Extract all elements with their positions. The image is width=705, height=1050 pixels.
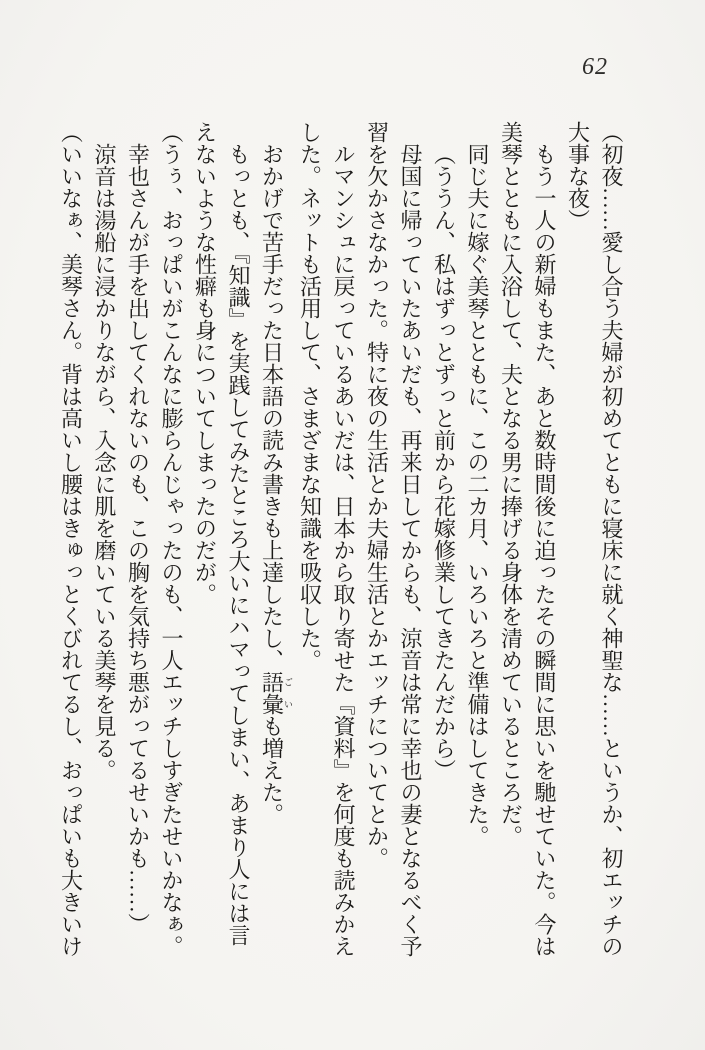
paragraph: おかげで苦手だった日本語の読み書きも上達したし、語彙ごいも増えた。 bbox=[259, 143, 293, 825]
paragraph: （うぅ、おっぱいがこんなに膨らんじゃったのも、一人エッチしすぎたせいかなぁ。 bbox=[159, 121, 184, 957]
paragraph: 涼音は湯船に浸かりながら、入念に肌を磨いている美琴を見る。 bbox=[92, 143, 117, 781]
paragraph: （ううん、私はずっとずっと前から花嫁修業してきたんだから） bbox=[431, 143, 457, 781]
page-number: 62 bbox=[582, 54, 608, 80]
paragraph: もっとも、『知識』を実践してみたところ大いにハマってしまい、あまり人には言えないような性癖も身についてしまったのだが。 bbox=[192, 121, 251, 946]
paragraph: （初夜……愛し合う夫婦が初めてともに寝床に就く神聖な……というか、初エッチの大事な夜） bbox=[565, 121, 624, 957]
ruby-annotated-word: 語彙ごい bbox=[259, 671, 293, 715]
page-text bbox=[58, 121, 628, 957]
paragraph: 母国に帰っていたあいだも、再来日してからも、涼音は常に幸也の妻となるべく予習を欠かさなかった。特に夜の生活とか夫婦生活とかエッチについてとか。 bbox=[364, 121, 423, 957]
paragraph: 同じ夫に嫁ぐ美琴とともに、この二カ月、いろいろと準備はしてきた。 bbox=[465, 143, 490, 847]
paragraph: （いいなぁ、美琴さん。背は高いし腰はきゅっとくびれてるし、おっぱいも大きいけ bbox=[58, 121, 84, 957]
paragraph: ルマンシュに戻っているあいだは、日本から取り寄せた『資料』を何度も読みかえした。ネットも活用して、さまざまな知識を吸収した。 bbox=[297, 121, 356, 957]
paragraph: 幸也さんが手を出してくれないのも、この胸を気持ち悪がってるせいかも……） bbox=[125, 143, 151, 935]
paragraph: もう一人の新婦もまた、あと数時間後に迫ったその瞬間に思いを馳せていた。今は美琴とともに入浴して、夫となる男に捧げる身体を清めているところだ。 bbox=[498, 121, 557, 957]
